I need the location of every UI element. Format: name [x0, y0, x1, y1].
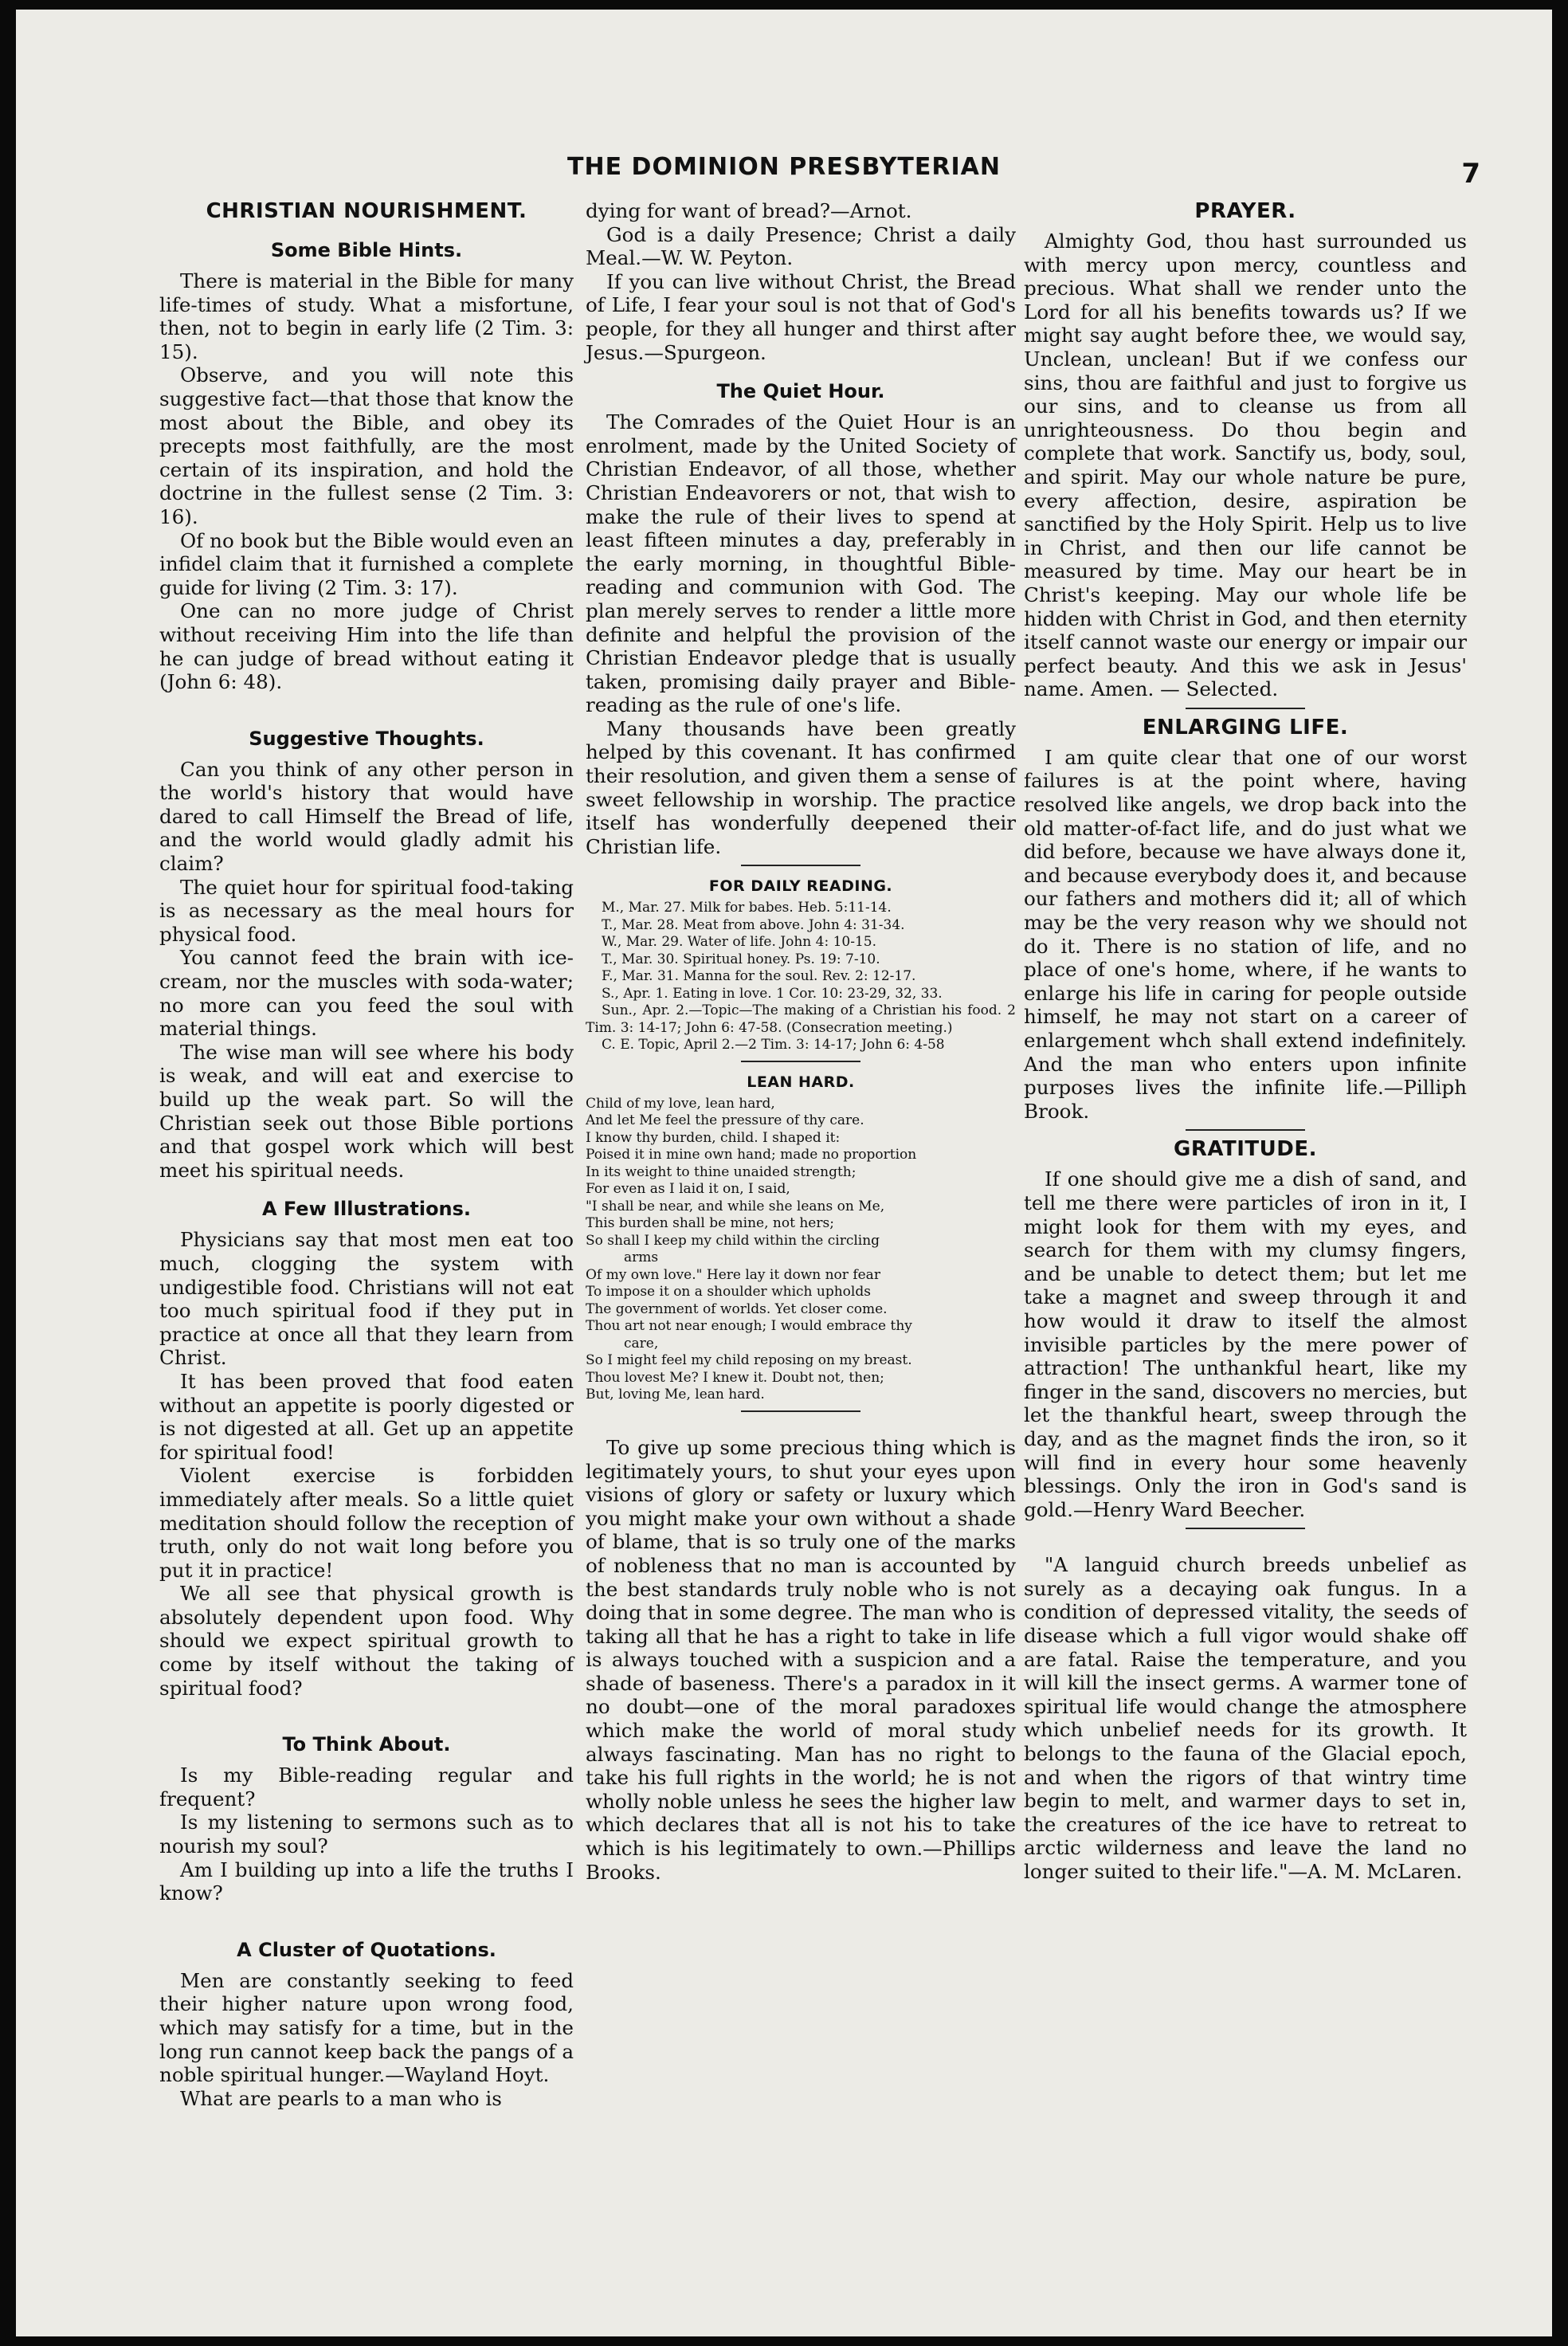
poem-line: This burden shall be mine, not hers;: [586, 1215, 834, 1232]
poem-line: But, loving Me, lean hard.: [586, 1387, 765, 1403]
section-heading: PRAYER.: [1194, 199, 1296, 223]
paragraph: Physicians say that most men eat too much, clogging the system with undigestible food. Christians will not eat too much spiritual food if they put in practice at once all that they learn from Christ.: [159, 1228, 574, 1370]
poem-line: arms: [624, 1250, 659, 1266]
reading-list: [586, 900, 1016, 1054]
paragraph: We all see that physical growth is absolutely dependent upon food. Why should we expect spiritual growth to come by itself without the taking of spiritual food?: [159, 1582, 574, 1700]
section-heading: LEAN HARD.: [747, 1073, 855, 1091]
divider-rule: [1186, 1129, 1305, 1131]
poem-line: Poised it in mine own hand; made no proportion: [586, 1147, 917, 1163]
column-right: [1024, 199, 1467, 1884]
paragraph: If you can live without Christ, the Bread of Life, I fear your soul is not that of God's people, for they all hunger and thirst after Jesus.—Spurgeon.: [586, 269, 1016, 364]
section-heading: A Few Illustrations.: [261, 1198, 472, 1221]
reading-item: S., Apr. 1. Eating in love. 1 Cor. 10: 23-29, 32, 33.: [602, 985, 943, 1002]
paragraph: What are pearls to a man who is: [180, 2086, 502, 2110]
newspaper-page: [16, 10, 1552, 2336]
poem-line: Thou art not near enough; I would embrace thy: [586, 1318, 912, 1335]
paragraph: If one should give me a dish of sand, and tell me there were particles of iron in it, I might look for them with my eyes, and search for them with my clumsy fingers, and be unable to detect them; but let me take a magnet and sweep through it and how would it draw to itself the almost invisible particles by the mere power of attraction! The unthankful heart, like my finger in the sand, discovers no mercies, but let the thankful heart, sweep through the day, and as the magnet finds the iron, so it will find in every hour some heavenly blessings. Only the iron in God's sand is gold.—Henry Ward Beecher.: [1024, 1167, 1467, 1521]
column-left: [159, 199, 574, 2110]
poem-line: Thou lovest Me? I knew it. Doubt not, then;: [586, 1369, 884, 1386]
paragraph: Observe, and you will note this suggestive fact—that those that know the most about the Bible, and obey its precepts most faithfully, are the most certain of its inspiration, and hold the doctrine in the fullest sense (2 Tim. 3: 16).: [159, 363, 574, 528]
reading-item: C. E. Topic, April 2.—2 Tim. 3: 14-17; John 6: 4-58: [602, 1037, 945, 1053]
poem: [586, 1096, 1016, 1404]
poem-line: So I might feel my child reposing on my breast.: [586, 1352, 912, 1369]
section-heading: Some Bible Hints.: [270, 239, 463, 261]
poem-line: For even as I laid it on, I said,: [586, 1181, 790, 1198]
spacer: [159, 1700, 574, 1717]
paragraph: It has been proved that food eaten without an appetite is poorly digested or is not digested at all. Get up an appetite for spiritual food!: [159, 1369, 574, 1464]
section-heading: FOR DAILY READING.: [708, 877, 893, 896]
paragraph: Men are constantly seeking to feed their higher nature upon wrong food, which may satisfy for a time, but in the long run cannot keep back the pangs of a noble spiritual hunger.—Wayland Hoyt.: [159, 1968, 574, 2087]
poem-line: To impose it on a shoulder which upholds: [586, 1284, 871, 1300]
section-heading: A Cluster of Quotations.: [237, 1938, 496, 1961]
poem-line: I know thy burden, child. I shaped it:: [586, 1129, 841, 1146]
section-heading: Suggestive Thoughts.: [249, 727, 484, 750]
spacer: [159, 694, 574, 712]
section-heading: GRATITUDE.: [1174, 1137, 1317, 1162]
paragraph: God is a daily Presence; Christ a daily Meal.—W. W. Peyton.: [586, 222, 1016, 270]
divider-rule: [741, 1410, 860, 1412]
paragraph: Many thousands have been greatly helped by this covenant. It has confirmed their resolution, and given them a sense of sweet fellowship in worship. The practice itself has wonderfully deepened their Christian life.: [586, 716, 1016, 858]
paragraph: Of no book but the Bible would even an infidel claim that it furnished a complete guide for living (2 Tim. 3: 17).: [159, 528, 574, 599]
poem-line: Of my own love." Here lay it down nor fear: [586, 1266, 880, 1283]
paragraph: Is my Bible-reading regular and frequent?: [159, 1763, 574, 1810]
paragraph: I am quite clear that one of our worst failures is at the point where, having resolved like angels, we drop back into the old matter-of-fact life, and do just what we did before, because we have always done it, and because everybody does it, and because our fathers and mothers did it; all of which may be the very reason why we should not do it. There is no station of life, and no place of one's home, where, if he wants to enlarge his life in caring for people outside himself, he may not start on a career of enlargement whch shall extend indefinitely. And the man who enters upon infinite purposes lives the infinite life.—Pilliph Brook.: [1024, 745, 1467, 1123]
page-number: 7: [1461, 158, 1480, 190]
reading-item: W., Mar. 29. Water of life. John 4: 10-15.: [602, 934, 876, 951]
paragraph: The Comrades of the Quiet Hour is an enrolment, made by the United Society of Christian Endeavor, of all those, whether Christian Endeavorers or not, that wish to make the rule of their lives to spend at least fifteen minutes a day, preferably in the early morning, in thoughtful Bible-reading and communion with God. The plan merely serves to render a little more definite and helpful the provision of the Christian Endeavor pledge that is usually taken, promising daily prayer and Bible-reading as the rule of one's life.: [586, 410, 1016, 717]
reading-item: T., Mar. 30. Spiritual honey. Ps. 19: 7-10.: [602, 951, 880, 967]
poem-line: And let Me feel the pressure of thy care.: [586, 1112, 864, 1129]
reading-item: T., Mar. 28. Meat from above. John 4: 31-34.: [602, 916, 905, 933]
poem-line: Child of my love, lean hard,: [586, 1095, 775, 1112]
divider-rule: [741, 865, 860, 866]
paragraph: The quiet hour for spiritual food-taking is as necessary as the meal hours for physical food.: [159, 875, 574, 946]
reading-item: M., Mar. 27. Milk for babes. Heb. 5:11-14.: [602, 900, 892, 916]
spacer: [1024, 1536, 1467, 1553]
paragraph: Almighty God, thou hast surrounded us with mercy upon mercy, countless and precious. What shall we render unto the Lord for all his benefits towards us? If we might say aught before thee, we would say, Unclean, unclean! But if we confess our sins, thou are faithful and just to forgive us our sins, and to cleanse us from all unrighteousness. Do thou begin and complete that work. Sanctify us, body, soul, and spirit. May our whole nature be pure, every affection, desire, aspiration be sanctified by the Holy Spirit. Help us to live in Christ, and then our life cannot be measured by time. May our heart be in Christ's keeping. May our whole life be hidden with Christ in God, and then eternity itself cannot waste our energy or impair our perfect beauty. And this we ask in Jesus' name. Amen. — Selected.: [1024, 230, 1467, 701]
poem-line: "I shall be near, and while she leans on Me,: [586, 1198, 885, 1214]
section-heading: CHRISTIAN NOURISHMENT.: [206, 199, 527, 223]
divider-rule: [1186, 708, 1305, 709]
paragraph: The wise man will see where his body is weak, and will eat and exercise to build up the weak part. So will the Christian seek out those Bible portions and that gospel work which will best meet his spiritual needs.: [159, 1040, 574, 1182]
paragraph: Am I building up into a life the truths I know?: [159, 1858, 574, 1905]
reading-item: Sun., Apr. 2.—Topic—The making of a Christian his food. 2 Tim. 3: 14-17; John 6: 47-58. (Consecration meeting.): [586, 1002, 1016, 1036]
paragraph: One can no more judge of Christ without receiving Him into the life than he can judge of bread without eating it (John 6: 48).: [159, 599, 574, 694]
paragraph: Can you think of any other person in the world's history that would have dared to call Himself the Bread of life, and the world would gladly admit his claim?: [159, 757, 574, 876]
poem-line: care,: [624, 1335, 659, 1352]
section-heading: The Quiet Hour.: [716, 380, 885, 403]
paragraph: Violent exercise is forbidden immediately after meals. So a little quiet meditation should follow the reception of truth, only do not wait long before you put it in practice!: [159, 1464, 574, 1582]
poem-line: In its weight to thine unaided strength;: [586, 1163, 857, 1180]
spacer: [159, 1905, 574, 1923]
poem-line: So shall I keep my child within the circling: [586, 1232, 880, 1249]
section-heading: ENLARGING LIFE.: [1142, 715, 1349, 740]
divider-rule: [1186, 1528, 1305, 1529]
column-middle: [586, 199, 1016, 1884]
paragraph: There is material in the Bible for many life-times of study. What a misfortune, then, not to begin in early life (2 Tim. 3: 15).: [159, 269, 574, 363]
paragraph: "A languid church breeds unbelief as surely as a decaying oak fungus. In a condition of depressed vitality, the seeds of disease which a full vigor would shake off are fatal. Raise the temperature, and you will kill the insect germs. A warmer tone of spiritual life would change the atmosphere which unbelief needs for its growth. It belongs to the fauna of the Glacial epoch, and when the rigors of that wintry time begin to melt, and warmer days to set in, the creatures of the ice have to retreat to arctic wilderness and leave the land no longer suited to their life."—A. M. McLaren.: [1024, 1553, 1467, 1883]
divider-rule: [741, 1061, 860, 1062]
paragraph: Is my listening to sermons such as to nourish my soul?: [159, 1810, 574, 1858]
reading-item: F., Mar. 31. Manna for the soul. Rev. 2: 12-17.: [602, 968, 916, 985]
section-heading: To Think About.: [282, 1733, 451, 1756]
paragraph: To give up some precious thing which is legitimately yours, to shut your eyes upon visions of glory or safety or luxury which you might make your own without a shade of blame, that is so truly one of the marks of nobleness that no man is accounted by the best standards truly noble who is not doing that in some degree. The man who is taking all that he has a right to take in life is always touched with a suspicion and a shade of baseness. There's a paradox in it no doubt—one of the moral paradoxes which make the world of moral study always fascinating. Man has no right to take his full rights in the world; he is not wholly noble unless he sees the higher law which declares that all is not his to take which is his legitimately to own.—Phillips Brooks.: [586, 1435, 1016, 1884]
running-title: THE DOMINION PRESBYTERIAN: [567, 153, 1001, 181]
poem-line: The government of worlds. Yet closer come.: [586, 1300, 888, 1317]
paragraph: You cannot feed the brain with ice-cream, nor the muscles with soda-water; no more can you feed the soul with material things.: [159, 946, 574, 1041]
spacer: [586, 1418, 1016, 1436]
paragraph: dying for want of bread?—Arnot.: [586, 199, 912, 222]
